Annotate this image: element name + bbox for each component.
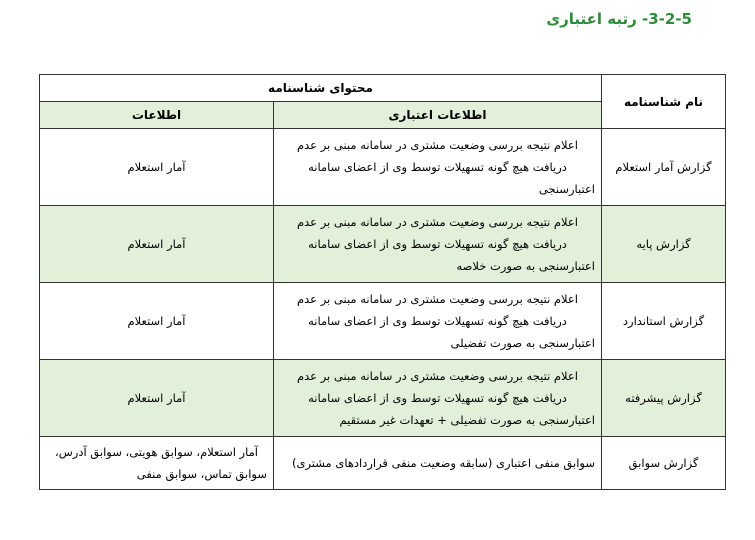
report-name-cell: گزارش استاندارد (602, 283, 726, 360)
section-title: 3-2-5- رتبه اعتباری (546, 10, 692, 28)
table-row (40, 437, 726, 490)
info-cell: آمار استعلام (40, 129, 274, 206)
info-cell: آمار استعلام، سوابق هویتی، سوابق آدرس، سوابق تماس، سوابق منفی (40, 437, 274, 490)
report-name-cell: گزارش سوابق (602, 437, 726, 490)
credit-info-cell: اعلام نتیجه بررسی وضعیت مشتری در سامانه مبنی بر عدم دریافت هیچ گونه تسهیلات توسط وی از اعضای سامانه اعتبارسنجی به صورت خلاصه (274, 206, 602, 283)
info-cell: آمار استعلام (40, 206, 274, 283)
header-info: اطلاعات (40, 102, 274, 129)
report-name-cell: گزارش پیشرفته (602, 360, 726, 437)
header-credit-info: اطلاعات اعتباری (274, 102, 602, 129)
report-name-cell: گزارش پایه (602, 206, 726, 283)
credit-info-cell: اعلام نتیجه بررسی وضعیت مشتری در سامانه مبنی بر عدم دریافت هیچ گونه تسهیلات توسط وی از اعضای سامانه اعتبارسنجی به صورت تفضیلی + تعهدات غیر مستقیم (274, 360, 602, 437)
report-types-table (39, 74, 726, 490)
table-row (40, 206, 726, 283)
header-name-column: نام شناسنامه (602, 75, 726, 129)
table-row (40, 129, 726, 206)
header-content-group: محتوای شناسنامه (40, 75, 602, 102)
report-name-cell: گزارش آمار استعلام (602, 129, 726, 206)
info-cell: آمار استعلام (40, 283, 274, 360)
credit-info-cell: سوابق منفی اعتباری (سابقه وضعیت منفی قراردادهای مشتری) (274, 437, 602, 490)
credit-info-cell: اعلام نتیجه بررسی وضعیت مشتری در سامانه مبنی بر عدم دریافت هیچ گونه تسهیلات توسط وی از اعضای سامانه اعتبارسنجی به صورت تفضیلی (274, 283, 602, 360)
credit-info-cell: اعلام نتیجه بررسی وضعیت مشتری در سامانه مبنی بر عدم دریافت هیچ گونه تسهیلات توسط وی از اعضای سامانه اعتبارسنجی (274, 129, 602, 206)
table-row (40, 283, 726, 360)
table-row (40, 360, 726, 437)
info-cell: آمار استعلام (40, 360, 274, 437)
